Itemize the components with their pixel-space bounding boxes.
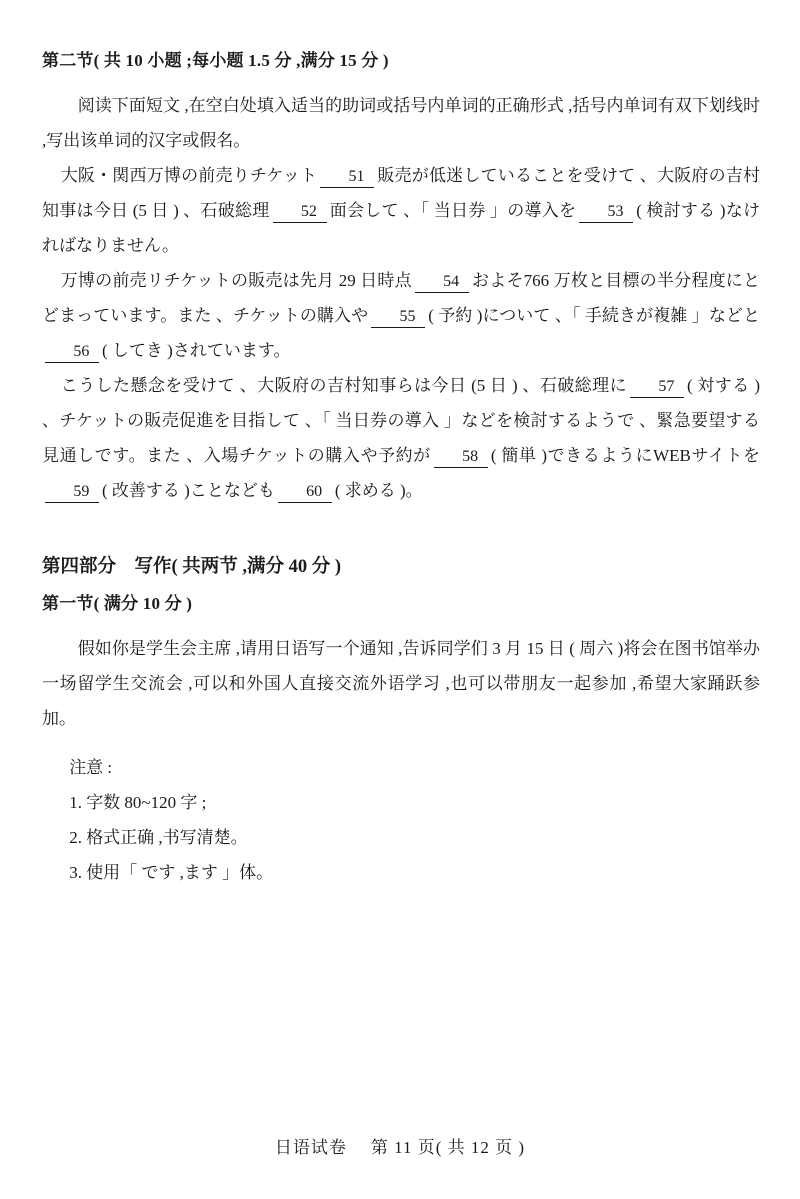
blank-54: 54 [415, 272, 469, 293]
blank-57: 57 [630, 377, 684, 398]
section-spacer [42, 508, 760, 554]
footer-exam-name: 日语试卷 [274, 1138, 347, 1157]
notice-block [42, 750, 760, 890]
passage-p2-text-a: 万博の前売リチケットの販売は先月 29 日時点 [60, 270, 412, 290]
footer-page-info: 第 11 页( 共 12 页 ) [370, 1138, 526, 1157]
section-2-heading: 第二节( 共 10 小题 ;每小题 1.5 分 ,满分 15 分 ) [42, 51, 389, 70]
notice-item-1: 1. 字数 80~120 字 ; [69, 793, 207, 812]
passage-p3-text-d: ( 改善する )ことなども [102, 480, 275, 500]
blank-52: 52 [273, 202, 327, 223]
blank-53: 53 [579, 202, 633, 223]
passage-paragraph-1 [42, 158, 760, 263]
page-content [42, 48, 760, 890]
blank-60: 60 [278, 482, 332, 503]
passage-paragraph-3 [42, 368, 760, 508]
passage-p1-text-a: 大阪・関西万博の前売りチケット [60, 165, 318, 185]
passage-p1-text-d: ( 検討する )なければなりません。 [42, 200, 760, 255]
blank-55: 55 [371, 307, 425, 328]
part-4-heading: 第四部分 写作( 共两节 ,满分 40 分 ) [42, 556, 342, 577]
blank-56: 56 [45, 342, 99, 363]
blank-58: 58 [434, 447, 488, 468]
passage-p2-text-b: およそ766 万枚と目標の半分程度にとどまっています。また 、チケットの購入や [42, 270, 761, 325]
notice-item-2: 2. 格式正确 ,书写清楚。 [69, 828, 248, 848]
passage-p3-text-a: こうした懸念を受けて 、大阪府の吉村知事らは今日 (5 日 ) 、石破総理に [60, 375, 627, 395]
notice-label: 注意 : [69, 757, 113, 777]
blank-51: 51 [320, 167, 374, 188]
passage-p3-text-c: ( 簡単 )できるようにWEBサイトを [490, 445, 761, 465]
passage-p1-text-c: 面会して 、「 当日券 」の導入を [329, 200, 577, 220]
page-footer [0, 1133, 800, 1158]
section-2-instruction: 阅读下面短文 ,在空白处填入适当的助词或括号内单词的正确形式 ,括号内单词有双下划线时 ,写出该单词的汉字或假名。 [42, 95, 760, 150]
passage-p2-text-d: ( してき )されています。 [102, 340, 291, 360]
passage-paragraph-2 [42, 263, 760, 368]
passage-p3-text-e: ( 求める )。 [334, 480, 423, 500]
part-4-section-1-heading: 第一节( 满分 10 分 ) [42, 594, 193, 614]
passage-p2-text-c: ( 予約 )について 、「 手続きが複雑 」などと [428, 305, 761, 325]
notice-item-3: 3. 使用「 です ,ます 」体。 [69, 863, 274, 883]
blank-59: 59 [45, 482, 99, 503]
passage-p1-text-b: 販売が低迷していることを受けて 、大阪府の吉村知事は今日 (5 日 ) 、石破総理 [42, 165, 760, 220]
notice-spacer [42, 736, 760, 750]
passage-p3-text-b: ( 対する ) 、チケットの販売促進を目指して 、「 当日券の導入 」などを検討するようで 、緊急要望する見通しです。また 、入場チケットの購入や予約が [42, 375, 760, 465]
writing-prompt: 假如你是学生会主席 ,请用日语写一个通知 ,告诉同学们 3 月 15 日 ( 周六 )将会在图书馆举办一场留学生交流会 ,可以和外国人直接交流外语学习 ,也可以带朋友一起参加 ,希望大家踊跃参加。 [42, 638, 760, 728]
